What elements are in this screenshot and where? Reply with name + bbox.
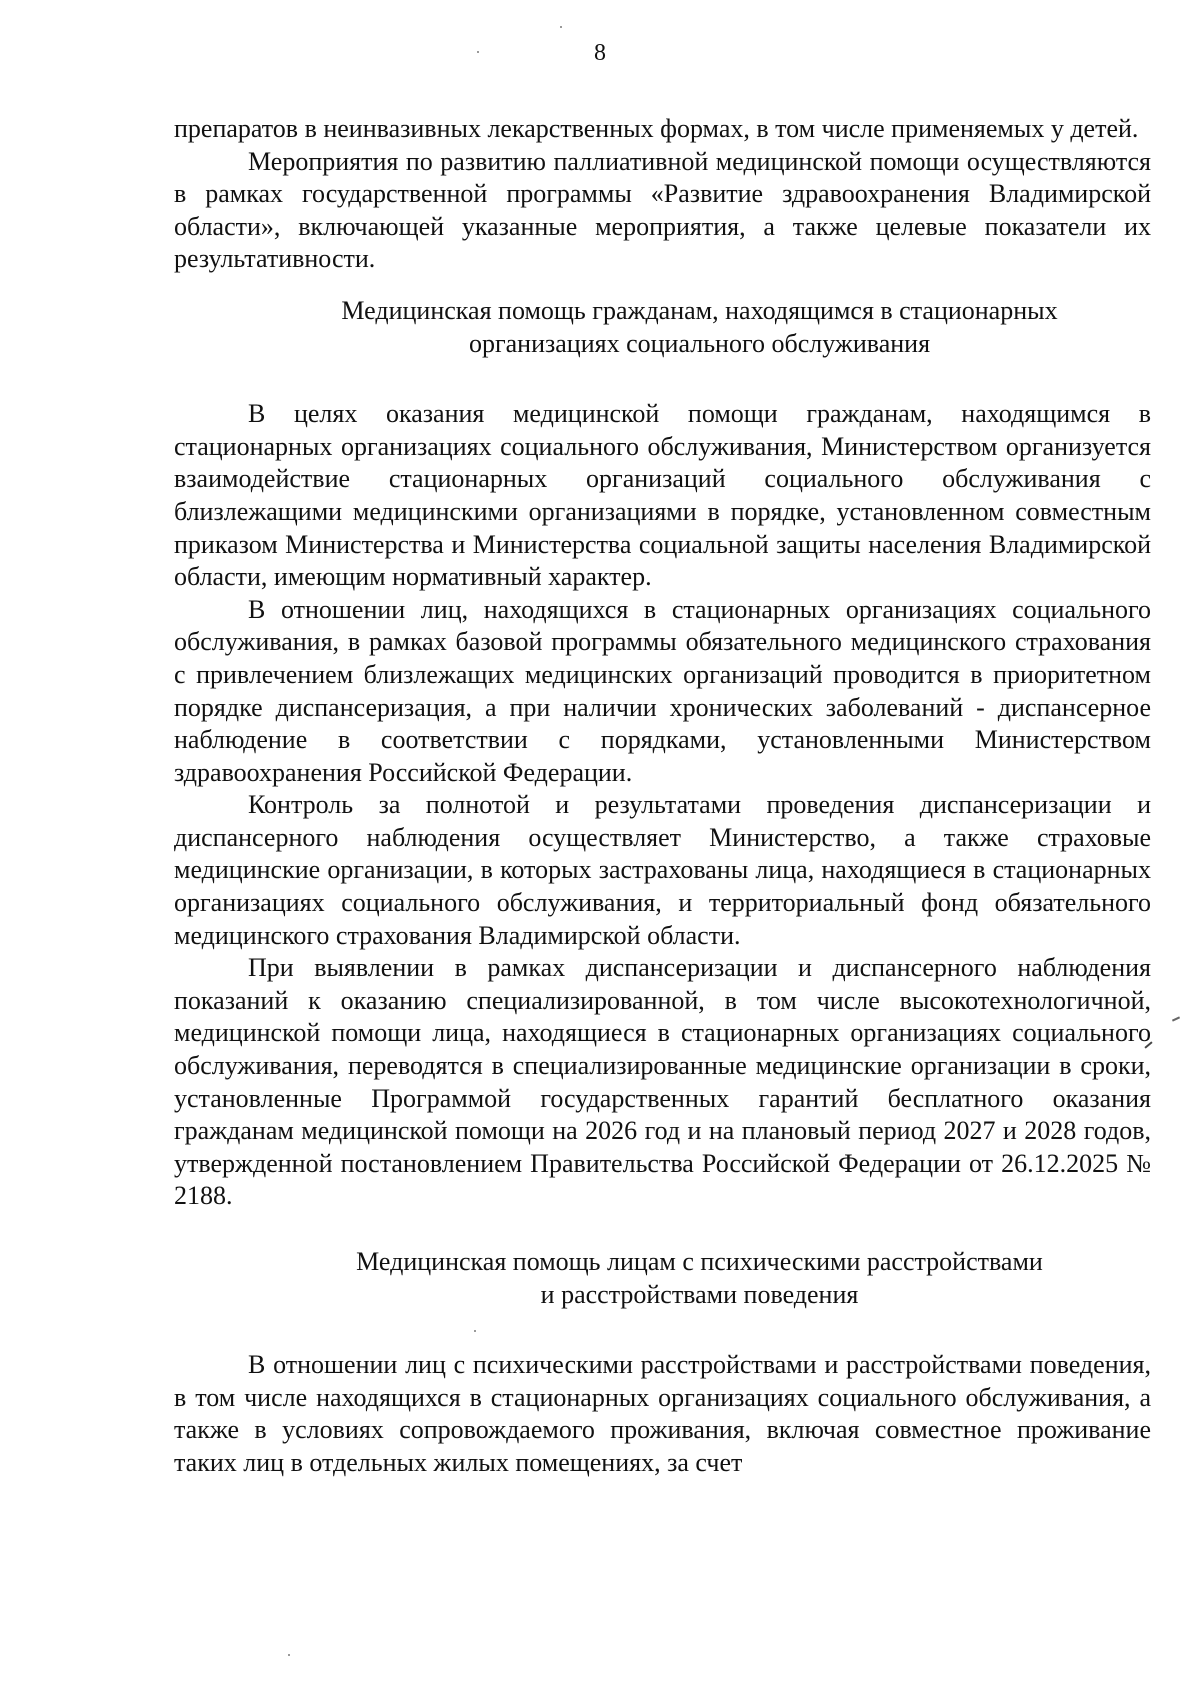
page-number: 8 <box>594 40 606 66</box>
paragraph-specialized-care: При выявлении в рамках диспансеризации и диспансерного наблюдения показаний к оказанию специализированной, в том числе высокотехнологичной, медицинской помощи лица, находящиеся в стационарных организациях социального обслуживания, переводятся в специализированные медицинские организации в сроки, установленные Программой государственных гарантий бесплатного оказания гражданам медицинской помощи на 2026 год и на плановый период 2027 и 2028 годов, утвержденной постановлением Правительства Российской Федерации от 26.12.2025 № 2188. <box>174 953 1151 1211</box>
scan-speck <box>288 1654 290 1656</box>
paragraph-continuation: препаратов в неинвазивных лекарственных формах, в том числе применяемых у детей. <box>174 114 1139 143</box>
paragraph-interaction: В целях оказания медицинской помощи гражданам, находящимся в стационарных организациях социального обслуживания, Министерством организуется взаимодействие стационарных организаций социального обслуживания с близлежащими медицинскими организациями в порядке, установленном совместным приказом Министерства и Министерства социальной защиты населения Владимирской области, имеющим нормативный характер. <box>174 399 1151 592</box>
scan-speck <box>560 26 562 28</box>
section-heading-social-care <box>174 295 1151 360</box>
section-heading-line: Медицинская помощь лицам с психическими расстройствами <box>356 1247 1043 1276</box>
paragraph-dispensary: В отношении лиц, находящихся в стационарных организациях социального обслуживания, в рамках базовой программы обязательного медицинского страхования с привлечением близлежащих медицинских организаций проводится в приоритетном порядке диспансеризация, а при наличии хронических заболеваний - диспансерное наблюдение в соответствии с порядками, установленными Министерством здравоохранения Российской Федерации. <box>174 594 1151 787</box>
section-heading-line: и расстройствами поведения <box>540 1279 859 1309</box>
pen-tick-mark <box>1172 1016 1180 1021</box>
paragraph-control: Контроль за полнотой и результатами проведения диспансеризации и диспансерного наблюдения осуществляет Министерство, а также страховые медицинские организации, в которых застрахованы лица, находящиеся в стационарных организациях социального обслуживания, и территориальный фонд обязательного медицинского страхования Владимирской области. <box>174 790 1151 950</box>
document-body <box>174 113 1151 1480</box>
section-heading-line: Медицинская помощь гражданам, находящимся в стационарных <box>341 295 1058 325</box>
section-heading-line: организациях социального обслуживания <box>468 328 931 358</box>
paragraph-mental-disorders: В отношении лиц с психическими расстройствами и расстройствами поведения, в том числе находящихся в стационарных организациях социального обслуживания, а также в условиях сопровождаемого проживания, включая совместное проживание таких лиц в отдельных жилых помещениях, за счет <box>174 1350 1151 1477</box>
section-heading-mental-disorders <box>174 1246 1151 1311</box>
paragraph-palliative-programs: Мероприятия по развитию паллиативной медицинской помощи осуществляются в рамках государственной программы «Развитие здравоохранения Владимирской области», включающей указанные мероприятия, а также целевые показатели их результативности. <box>174 146 1151 274</box>
